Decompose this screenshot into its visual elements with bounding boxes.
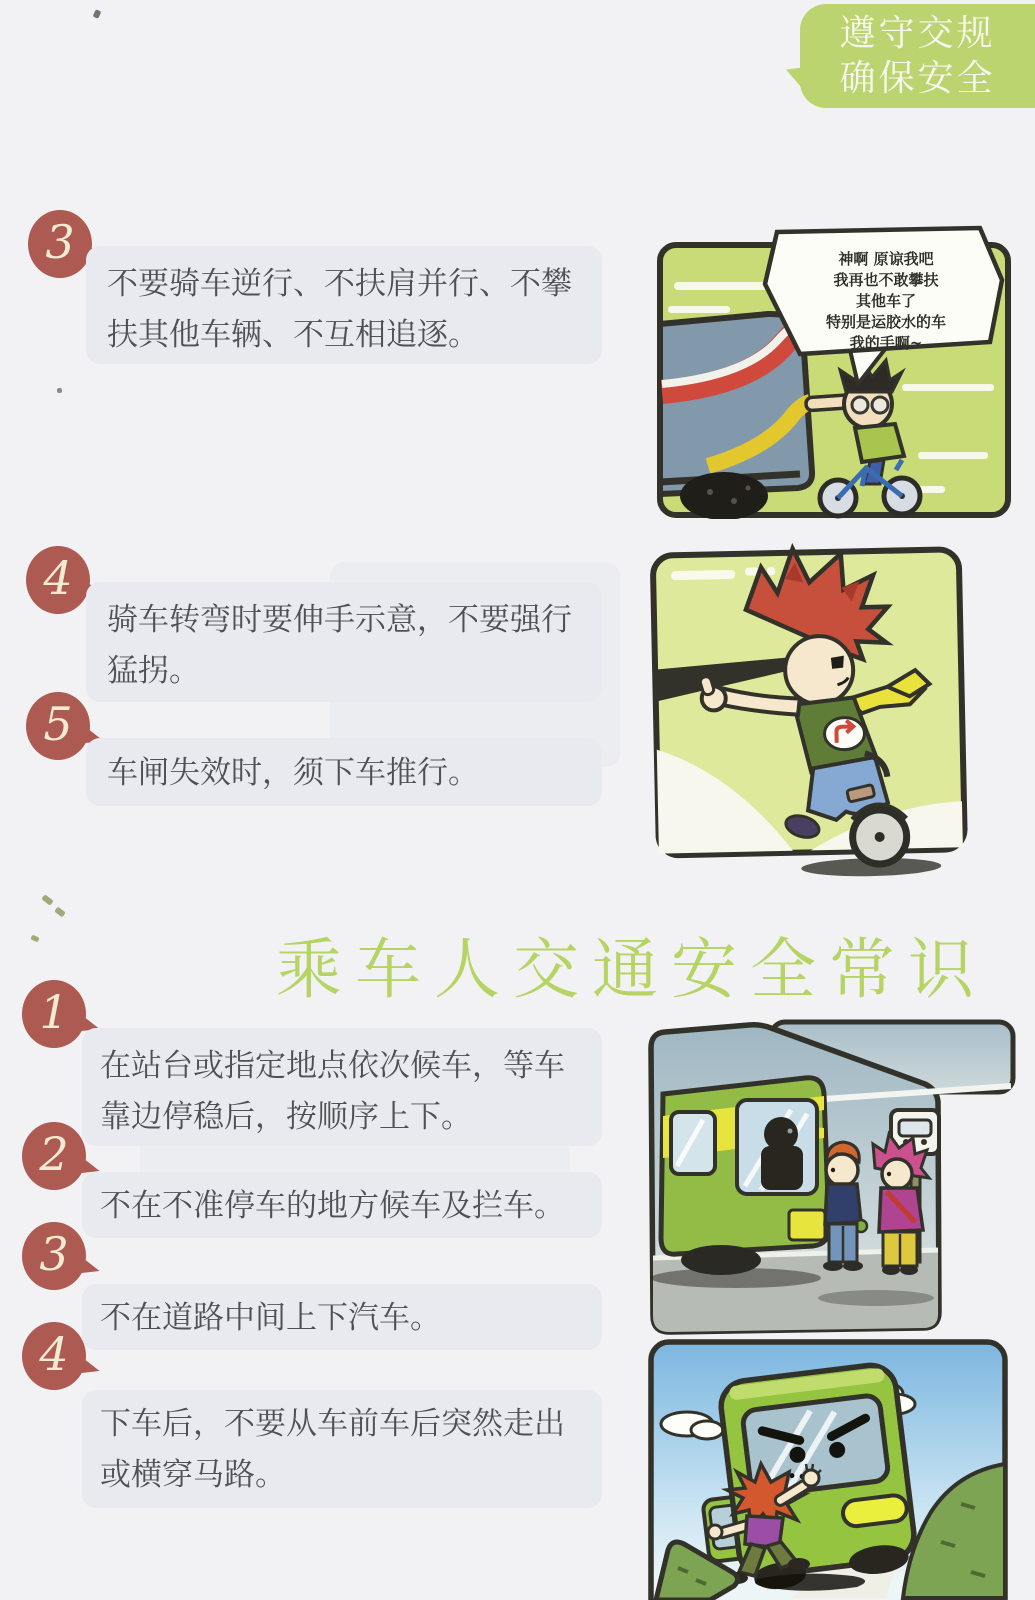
badge-cycling-4 bbox=[26, 546, 92, 618]
headlight bbox=[842, 1494, 909, 1528]
face bbox=[826, 1154, 858, 1186]
bus-door bbox=[789, 1210, 825, 1240]
shoe bbox=[823, 1261, 843, 1271]
corner-tab-text bbox=[800, 11, 1035, 101]
truck-wheel bbox=[680, 472, 768, 519]
bus-wheel bbox=[681, 1245, 761, 1275]
shoe bbox=[788, 1558, 810, 1570]
arrow-emblem-icon bbox=[824, 717, 865, 750]
shoe bbox=[882, 1265, 900, 1275]
svg-text:特别是运胶水的车: 特别是运胶水的车 bbox=[825, 313, 947, 331]
face bbox=[882, 1159, 912, 1189]
comic-panel-turn-signal bbox=[644, 534, 1011, 886]
dust-speck bbox=[41, 894, 53, 906]
badge-number: 3 bbox=[39, 1227, 69, 1281]
shadow bbox=[818, 1290, 934, 1306]
rule-text-passenger-2: 不在不准停车的地方候车及拦车。 bbox=[100, 1188, 565, 1223]
badge-number: 4 bbox=[43, 551, 73, 605]
badge-cycling-5 bbox=[26, 692, 92, 764]
dust-speck bbox=[54, 907, 66, 918]
eye bbox=[831, 656, 844, 669]
glasses-icon bbox=[852, 397, 868, 413]
badge-passenger-3 bbox=[22, 1222, 88, 1294]
svg-text:我再也不敢攀扶: 我再也不敢攀扶 bbox=[833, 271, 939, 289]
badge-number: 1 bbox=[39, 985, 69, 1039]
rule-text-cycling-3: 不要骑车逆行、不扶肩并行、不攀扶其他车辆、不互相追逐。 bbox=[107, 266, 572, 352]
svg-text:神啊 原谅我吧: 神啊 原谅我吧 bbox=[838, 250, 934, 268]
badge-passenger-2 bbox=[22, 1122, 88, 1194]
dust-speck bbox=[93, 9, 102, 19]
glasses-icon bbox=[872, 397, 888, 413]
rule-text-cycling-4: 骑车转弯时要伸手示意，不要强行猛拐。 bbox=[107, 602, 572, 688]
badge-number: 2 bbox=[39, 1127, 69, 1181]
shoe bbox=[843, 1261, 863, 1271]
corner-tab-line2: 确保安全 bbox=[839, 58, 996, 99]
badge-number: 4 bbox=[39, 1327, 69, 1381]
driver-silhouette bbox=[761, 1117, 803, 1190]
bus-icon bbox=[661, 1078, 829, 1275]
rule-text-cycling-5: 车闸失效时，须下车推行。 bbox=[107, 755, 479, 790]
face bbox=[784, 635, 853, 704]
corner-tab-line1: 遵守交规 bbox=[839, 13, 996, 54]
comic-panel-hitchhike bbox=[650, 224, 1012, 519]
badge-passenger-4 bbox=[22, 1322, 88, 1394]
corner-tab bbox=[800, 4, 1035, 108]
dust-speck bbox=[57, 388, 62, 393]
truck-icon bbox=[660, 314, 812, 519]
grass-wedge bbox=[644, 1534, 748, 1600]
badge-cycling-3 bbox=[28, 210, 94, 282]
badge-number: 3 bbox=[45, 215, 75, 269]
svg-text:其他车了: 其他车了 bbox=[855, 292, 917, 310]
badge-number: 5 bbox=[43, 697, 73, 751]
comic-panel-bus-stop bbox=[641, 1016, 1019, 1338]
rule-text-passenger-1: 在站台或指定地点依次候车，等车靠边停稳后，按顺序上下。 bbox=[100, 1048, 565, 1134]
badge-passenger-1 bbox=[22, 980, 88, 1052]
hand bbox=[803, 1470, 819, 1486]
rule-text-passenger-3: 不在道路中间上下汽车。 bbox=[100, 1300, 441, 1335]
svg-text:我的手啊~: 我的手啊~ bbox=[849, 334, 923, 352]
rule-text-passenger-4: 下车后，不要从车前车后突然走出或横穿马路。 bbox=[100, 1406, 565, 1492]
shoe bbox=[900, 1265, 918, 1275]
dust-speck bbox=[30, 935, 39, 943]
section-title: 乘车人交通安全常识 bbox=[276, 931, 987, 1008]
